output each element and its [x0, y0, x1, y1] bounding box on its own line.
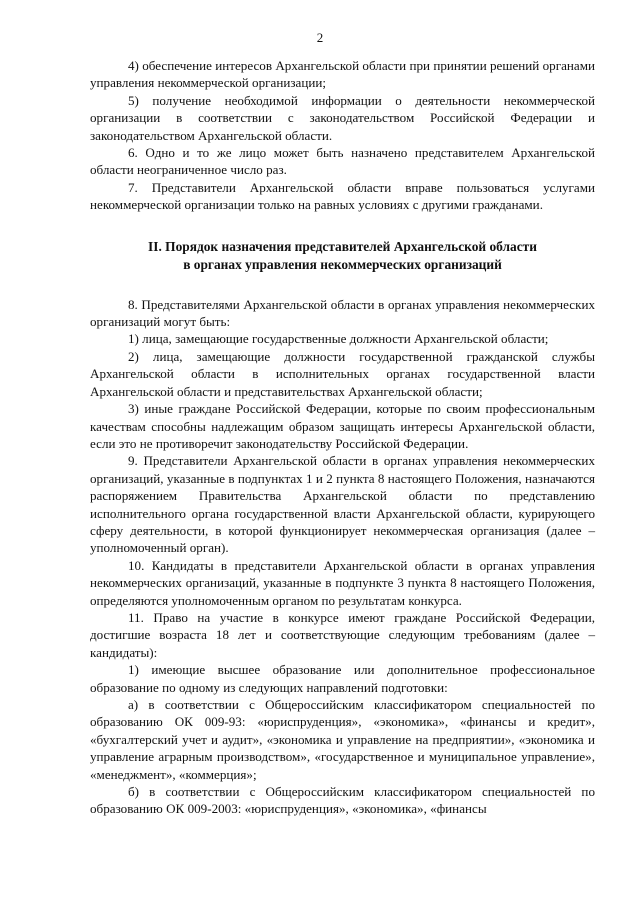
- page-number: 2: [316, 30, 324, 45]
- section-heading-line-1: II. Порядок назначения представителей Архангельской области: [148, 238, 537, 254]
- paragraph-point-8-item-1: 1) лица, замещающие государственные должности Архангельской области;: [128, 331, 549, 347]
- paragraph-item-4: 4) обеспечение интересов Архангельской области при принятии решений органами управления некоммерческой организации;: [90, 58, 595, 91]
- paragraph-point-7: 7. Представители Архангельской области вправе пользоваться услугами некоммерческой организации только на равных условиях с другими гражданами.: [90, 179, 595, 213]
- paragraph-point-6: 6. Одно и то же лицо может быть назначено представителем Архангельской области неограниченное число раз.: [90, 145, 595, 178]
- paragraph-point-8-item-3: 3) иные граждане Российской Федерации, которые по своим профессиональным качествам способны надлежащим образом защищать интересы Архангельской области, если это не противоречит законодательству Российской Федерации.: [90, 401, 595, 451]
- paragraph-point-8: 8. Представителями Архангельской области в органах управления некоммерческих организаций могут быть:: [90, 296, 595, 330]
- paragraph-subitem-b: б) в соответствии с Общероссийским классификатором специальностей по образованию ОК 009-2003: «юриспруденция», «экономика», «финансы: [90, 784, 595, 817]
- paragraph-point-11: 11. Право на участие в конкурсе имеют граждане Российской Федерации, достигшие возраста 18 лет и соответствующие следующим требованиям (далее – кандидаты):: [90, 609, 595, 660]
- paragraph-item-5: 5) получение необходимой информации о деятельности некоммерческой организации в соответствии с законодательством Российской Федерации и законодательством Архангельской области.: [90, 92, 595, 143]
- document-body: [90, 57, 595, 818]
- paragraph-subitem-a: а) в соответствии с Общероссийским классификатором специальностей по образованию ОК 009-93: «юриспруденция», «экономика», «финансы и кредит», «бухгалтерский учет и аудит», «экономика и управление на предприятии», «экономика и управление аграрным производством», «государственное и муниципальное управление», «менеджмент», «коммерция»;: [90, 697, 595, 782]
- paragraph-point-9: 9. Представители Архангельской области в органах управления некоммерческих организаций, указанные в подпунктах 1 и 2 пункта 8 настоящего Положения, назначаются распоряжением Правительства Архангельской области по представлению исполнительного органа государственной власти Архангельской области, курирующего сферу деятельности, в которой функционирует некоммерческая организация (далее – уполномоченный орган).: [90, 453, 595, 556]
- section-heading-line-2: в органах управления некоммерческих организаций: [183, 256, 502, 272]
- paragraph-point-8-item-2: 2) лица, замещающие должности государственной гражданской службы Архангельской области в исполнительных органах государственной власти Архангельской области и представительствах Архангельской области;: [90, 348, 595, 399]
- paragraph-point-10: 10. Кандидаты в представители Архангельской области в органах управления некоммерческих организаций, указанные в подпункте 3 пункта 8 настоящего Положения, определяются уполномоченным органом по результатам конкурса.: [90, 557, 595, 608]
- paragraph-point-11-item-1: 1) имеющие высшее образование или дополнительное профессиональное образование по одному из следующих направлений подготовки:: [90, 662, 595, 695]
- section-heading: [90, 238, 595, 274]
